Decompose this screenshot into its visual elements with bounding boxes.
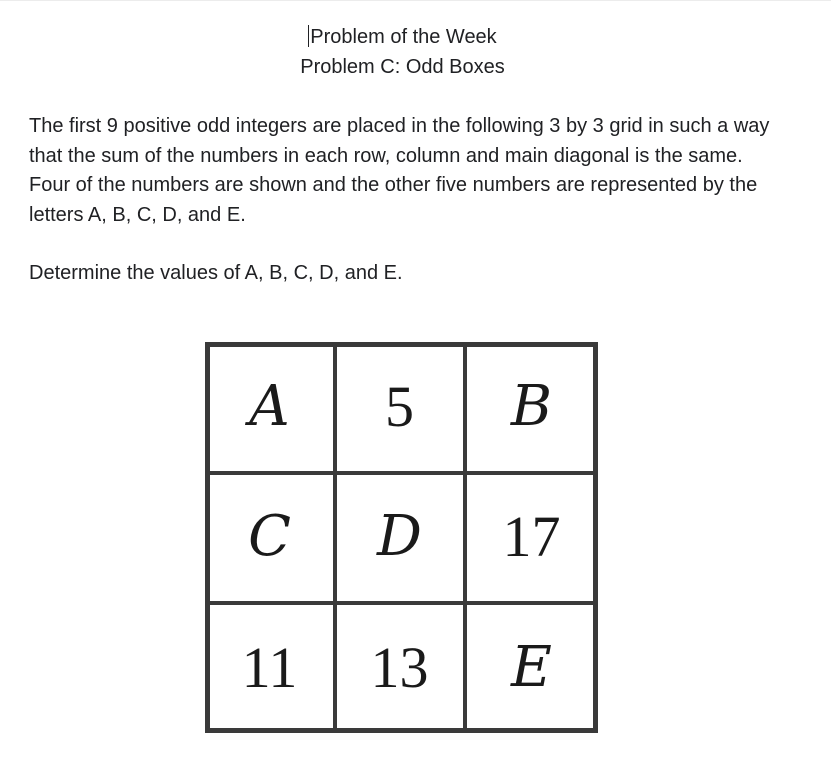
problem-question: Determine the values of A, B, C, D, and E. <box>29 262 403 284</box>
grid-cell-r1c2: 5 <box>385 374 414 439</box>
header-title: Problem of the Week <box>310 26 497 48</box>
grid-cell-r3c1: 11 <box>241 634 298 700</box>
grid-cell-r2c2: D <box>377 504 422 569</box>
grid-divider-vertical-2 <box>463 342 467 733</box>
grid-divider-horizontal-2 <box>205 601 598 605</box>
header-line-1 <box>0 22 805 52</box>
grid-cell-r1c1: A <box>249 374 290 439</box>
problem-paragraph: The first 9 positive odd integers are placed in the following 3 by 3 grid in such a way that the sum of the numbers in each row, column and main diagonal is the same. Four of the numbers are shown and the other five numbers are represented by the letters A, B, C, D, and E. <box>29 115 770 226</box>
grid-cell-r3c3: E <box>511 634 552 700</box>
grid-divider-horizontal-1 <box>205 471 598 475</box>
grid-cell-r2c3: 17 <box>502 504 561 569</box>
grid-cell-r3c2: 13 <box>370 634 429 700</box>
grid-cell-r2c1: C <box>248 504 291 569</box>
grid-divider-vertical-1 <box>333 342 337 733</box>
problem-text <box>29 112 789 289</box>
grid-cell-r1c3: B <box>510 374 553 439</box>
document-header <box>0 22 805 82</box>
header-line-2: Problem C: Odd Boxes <box>300 56 505 78</box>
top-divider <box>0 0 831 1</box>
odd-boxes-grid <box>205 342 598 733</box>
